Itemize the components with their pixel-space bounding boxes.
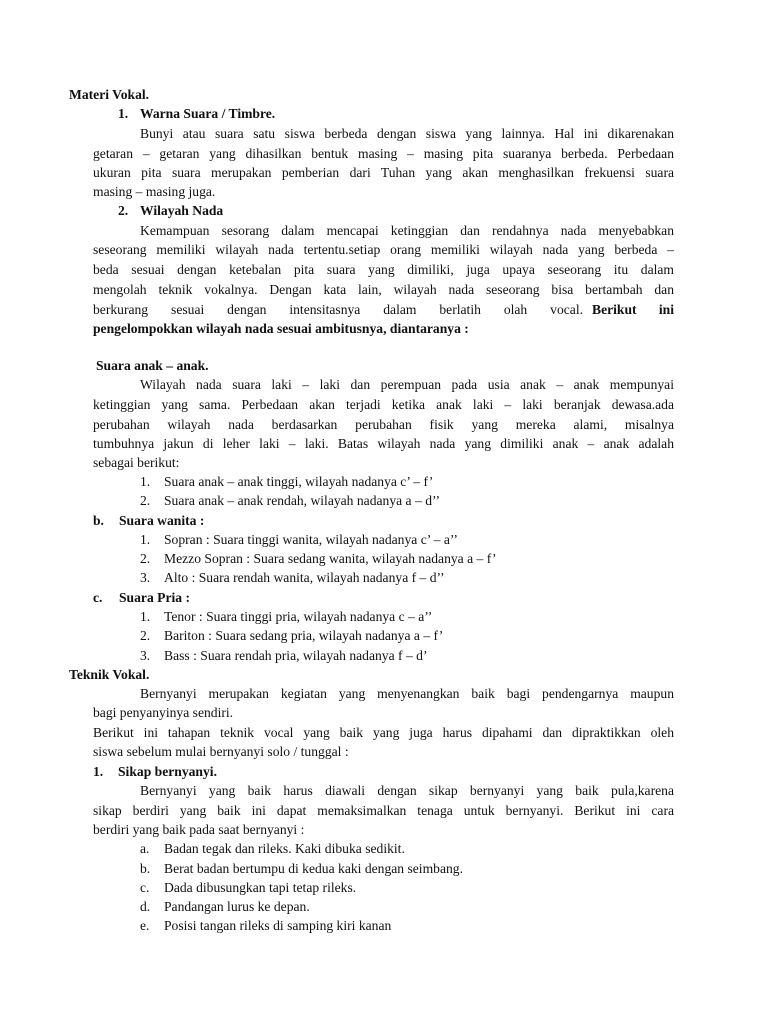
wanita-letter: b. — [93, 513, 104, 528]
section-2-heading: Wilayah Nada — [140, 203, 224, 218]
sikap-item-letter: a. — [140, 841, 150, 856]
wanita-item-text: Mezzo Sopran : Suara sedang wanita, wilayah nadanya a – f’ — [164, 551, 497, 566]
section-1-number: 1. — [118, 106, 129, 121]
wanita-item-text: Sopran : Suara tinggi wanita, wilayah nadanya c’ – a’’ — [164, 532, 458, 547]
section-1-paragraph-line: Bunyi atau suara satu siswa berbeda dengan siswa yang lainnya. Hal ini dikarenakan — [140, 126, 674, 141]
section-1-paragraph-line: getaran – getaran yang dihasilkan bentuk masing – masing pita suaranya berbeda. Perbedaan — [93, 146, 674, 161]
sikap-item-text: Pandangan lurus ke depan. — [164, 899, 310, 914]
teknik-paragraph-line: siswa sebelum mulai bernyanyi solo / tunggal : — [93, 744, 349, 759]
teknik-paragraph-line: Berikut ini tahapan teknik vocal yang baik yang juga harus dipahami dan dipraktikkan oleh — [93, 725, 674, 740]
teknik-paragraph-line: Bernyanyi merupakan kegiatan yang menyenangkan baik bagi pendengarnya maupun — [140, 686, 674, 701]
pria-letter: c. — [93, 590, 103, 605]
pria-item-number: 2. — [140, 628, 151, 643]
section-2-number: 2. — [118, 203, 129, 218]
sikap-item-text: Posisi tangan rileks di samping kiri kanan — [164, 918, 392, 933]
sikap-paragraph-line: sikap berdiri yang baik ini dapat memaksimalkan tenaga untuk bernyanyi. Berikut ini cara — [93, 803, 674, 818]
anak-heading: Suara anak – anak. — [96, 358, 209, 373]
wanita-item-number: 1. — [140, 532, 151, 547]
section-1-paragraph-line: masing – masing juga. — [93, 184, 216, 199]
section-2-paragraph-line: beda sesuai dengan ketebalan pita suara yang dimiliki, juga upaya seseorang itu dalam — [93, 262, 674, 277]
section-2-bold-lead: Berikut ini — [592, 302, 674, 317]
sikap-item-letter: e. — [140, 918, 150, 933]
section-2-paragraph-line: Kemampuan sesorang dalam mencapai ketinggian dan rendahnya nada menyebabkan — [140, 223, 674, 238]
sikap-item-letter: c. — [140, 880, 150, 895]
anak-paragraph-line: perubahan wilayah nada berdasarkan perubahan fisik yang mereka alami, misalnya — [93, 417, 674, 432]
sikap-paragraph-line: berdiri yang baik pada saat bernyanyi : — [93, 822, 305, 837]
pria-heading: Suara Pria : — [119, 590, 190, 605]
anak-item-number: 1. — [140, 474, 151, 489]
section-2-paragraph-line: berkurang sesuai dengan intensitasnya dalam berlatih olah vocal. — [93, 302, 583, 317]
anak-item-text: Suara anak – anak rendah, wilayah nadanya a – d’’ — [164, 493, 441, 508]
wanita-item-number: 2. — [140, 551, 151, 566]
sikap-item-text: Badan tegak dan rileks. Kaki dibuka sedikit. — [164, 841, 405, 856]
teknik-paragraph-line: bagi penyanyinya sendiri. — [93, 705, 234, 720]
wanita-heading: Suara wanita : — [119, 513, 205, 528]
section-1-paragraph-line: ukuran pita suara merupakan pemberian dari Tuhan yang akan menghasilkan frekuensi suara — [93, 165, 674, 180]
pria-item-text: Bass : Suara rendah pria, wilayah nadanya f – d’ — [164, 648, 428, 663]
anak-paragraph-line: Wilayah nada suara laki – laki dan perempuan pada usia anak – anak mempunyai — [140, 377, 674, 392]
pria-item-number: 3. — [140, 648, 151, 663]
anak-item-number: 2. — [140, 493, 151, 508]
doc-title: Materi Vokal. — [69, 87, 150, 102]
wanita-item-number: 3. — [140, 570, 151, 585]
pria-item-text: Tenor : Suara tinggi pria, wilayah nadanya c – a’’ — [164, 609, 433, 624]
anak-paragraph-line: sebagai berikut: — [93, 455, 180, 470]
sikap-number: 1. — [93, 764, 104, 779]
sikap-item-text: Berat badan bertumpu di kedua kaki dengan seimbang. — [164, 861, 463, 876]
anak-paragraph-line: ketinggian yang sama. Perbedaan akan terjadi ketika anak laki – laki beranjak dewasa.ada — [93, 397, 674, 412]
sikap-item-text: Dada dibusungkan tapi tetap rileks. — [164, 880, 357, 895]
section-2-paragraph-line: seseorang memiliki wilayah nada tertentu.setiap orang memiliki wilayah nada yang berbeda – — [93, 242, 674, 257]
sikap-heading: Sikap bernyanyi. — [118, 764, 217, 779]
section-2-paragraph-line: mengolah teknik vokalnya. Dengan kata lain, wilayah nada seseorang bisa bertambah dan — [93, 282, 674, 297]
anak-paragraph-line: tumbuhnya jakun di leher laki – laki. Batas wilayah nada yang dimiliki anak – anak adalah — [93, 436, 674, 451]
wanita-item-text: Alto : Suara rendah wanita, wilayah nadanya f – d’’ — [164, 570, 445, 585]
pria-item-number: 1. — [140, 609, 151, 624]
sikap-paragraph-line: Bernyanyi yang baik harus diawali dengan sikap bernyanyi yang baik pula,karena — [140, 783, 674, 798]
section-1-heading: Warna Suara / Timbre. — [140, 106, 276, 121]
sikap-item-letter: d. — [140, 899, 151, 914]
teknik-title: Teknik Vokal. — [69, 667, 150, 682]
pria-item-text: Bariton : Suara sedang pria, wilayah nadanya a – f’ — [164, 628, 444, 643]
section-2-bold-line: pengelompokkan wilayah nada sesuai ambitusnya, diantaranya : — [93, 321, 469, 336]
sikap-item-letter: b. — [140, 861, 151, 876]
anak-item-text: Suara anak – anak tinggi, wilayah nadanya c’ – f’ — [164, 474, 434, 489]
